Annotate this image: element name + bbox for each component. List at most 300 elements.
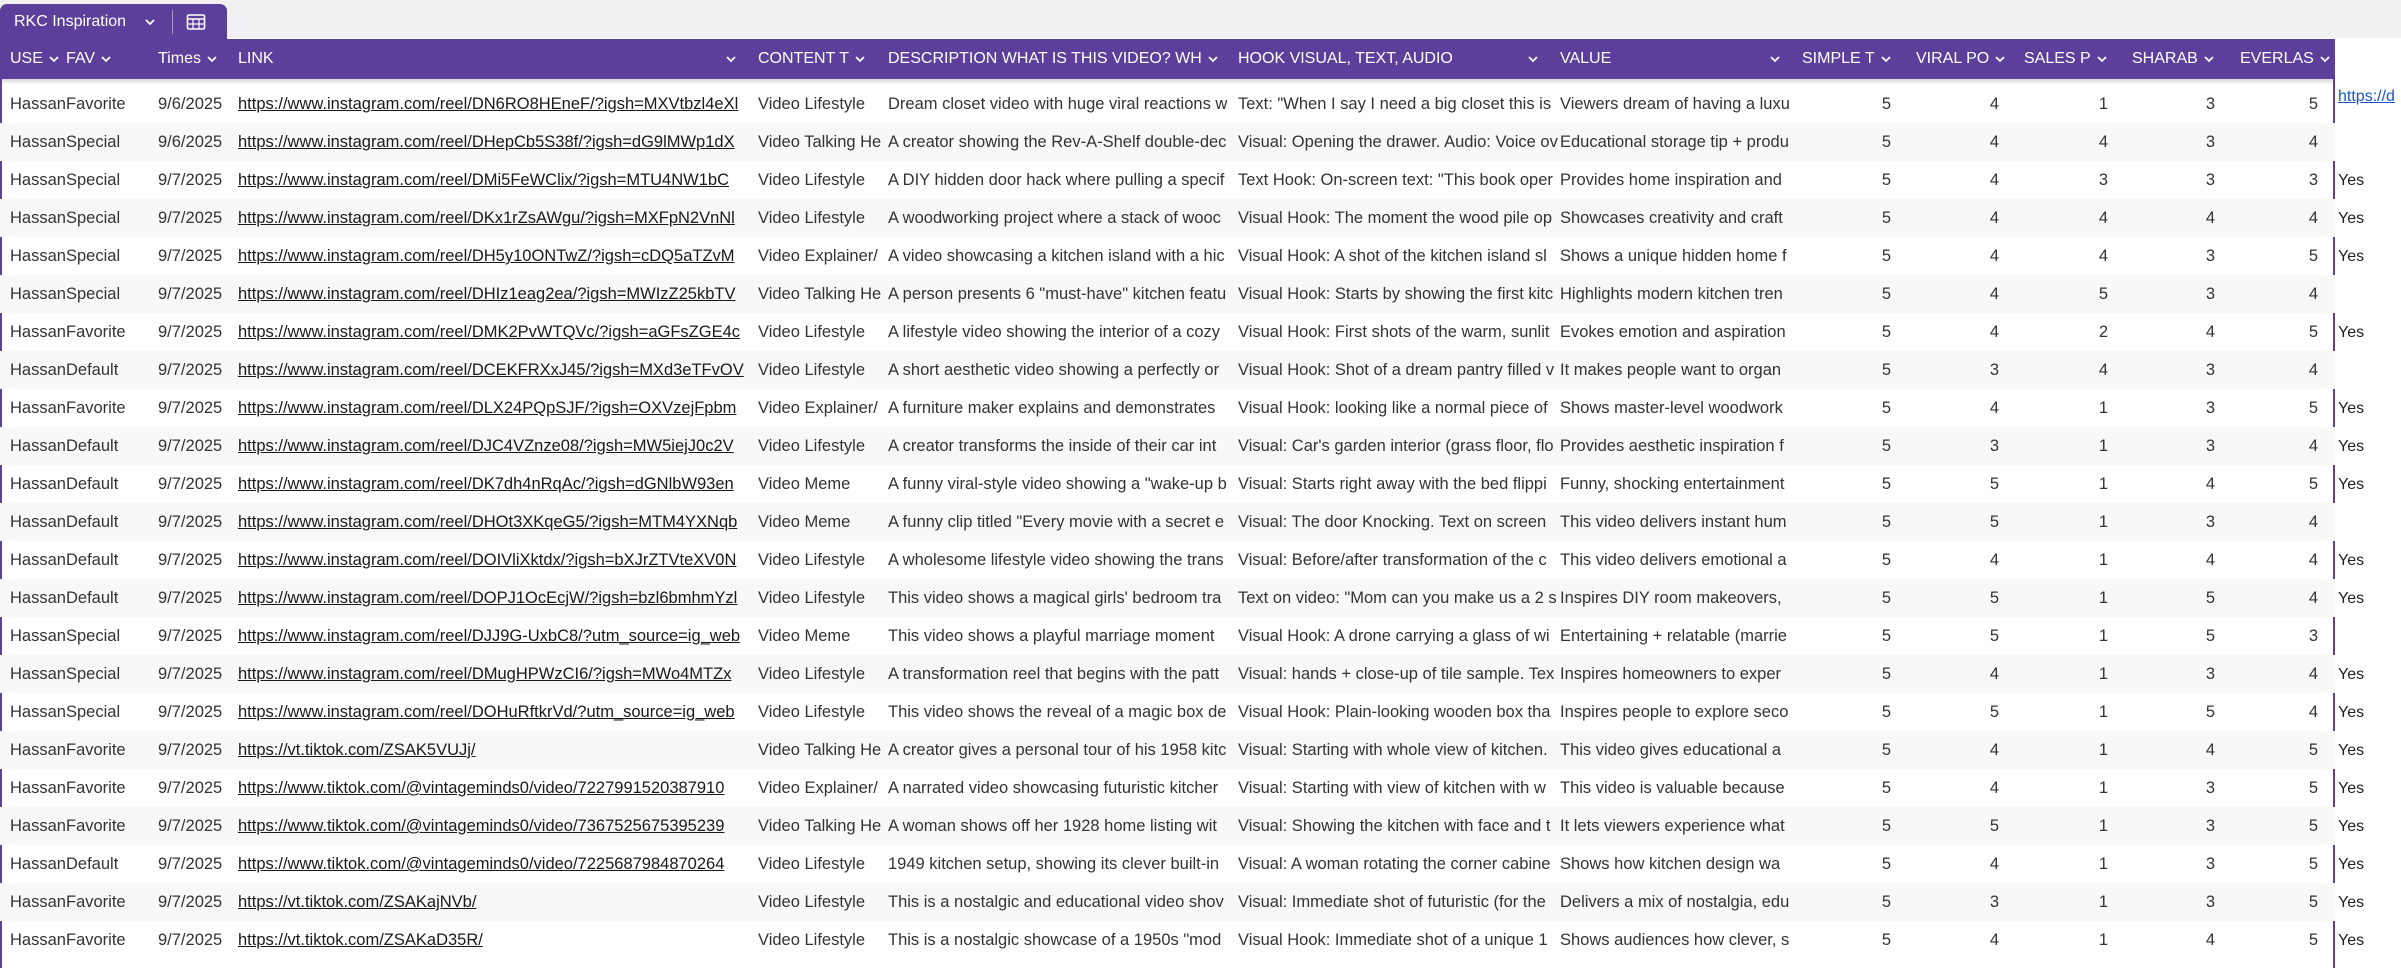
column-header-sales-potential[interactable] [2014, 39, 2122, 79]
cell-value[interactable]: It lets viewers experience what [1560, 817, 1785, 835]
overflow-cell-yes[interactable]: Yes [2338, 324, 2365, 341]
cell-viral-potential[interactable]: 4 [1989, 665, 1999, 683]
table-row[interactable] [0, 731, 2365, 769]
cell-user[interactable]: Hassan [10, 513, 66, 531]
cell-everlasting[interactable]: 5 [2308, 95, 2318, 113]
cell-sales-potential[interactable]: 1 [2098, 627, 2108, 645]
cell-user[interactable]: Hassan [10, 247, 66, 265]
cell-fav[interactable]: Favorite [66, 893, 126, 911]
cell-link[interactable]: https://www.instagram.com/reel/DH5y10ONTwZ/?igsh=cDQ5aTZvM [238, 247, 735, 265]
cell-everlasting[interactable]: 4 [2308, 133, 2318, 151]
cell-content-type[interactable]: Video Lifestyle [758, 323, 866, 341]
cell-user[interactable]: Hassan [10, 703, 66, 721]
cell-sharability[interactable]: 3 [2205, 893, 2215, 911]
cell-description[interactable]: A lifestyle video showing the interior of a cozy [888, 323, 1221, 341]
cell-simple[interactable]: 5 [1881, 703, 1891, 721]
cell-content-type[interactable]: Video Lifestyle [758, 665, 866, 683]
cell-description[interactable]: A furniture maker explains and demonstrates [888, 399, 1216, 417]
cell-everlasting[interactable]: 5 [2308, 741, 2318, 759]
overflow-cell-yes[interactable]: Yes [2338, 590, 2365, 607]
cell-user[interactable]: Hassan [10, 817, 66, 835]
cell-content-type[interactable]: Video Talking He [758, 741, 882, 759]
cell-sharability[interactable]: 3 [2205, 133, 2215, 151]
cell-content-type[interactable]: Video Lifestyle [758, 209, 866, 227]
cell-sharability[interactable]: 4 [2205, 551, 2215, 569]
chevron-down-icon[interactable] [1879, 52, 1893, 66]
cell-user[interactable]: Hassan [10, 323, 66, 341]
cell-viral-potential[interactable]: 3 [1989, 361, 1999, 379]
cell-fav[interactable]: Favorite [66, 931, 126, 949]
cell-link[interactable]: https://www.instagram.com/reel/DN6RO8HEneF/?igsh=MXVtbzl4eXl [238, 95, 739, 113]
cell-sales-potential[interactable]: 1 [2098, 437, 2108, 455]
cell-timestamp[interactable]: 9/7/2025 [158, 627, 223, 645]
cell-timestamp[interactable]: 9/7/2025 [158, 855, 223, 873]
cell-viral-potential[interactable]: 4 [1989, 209, 1999, 227]
cell-value[interactable]: This video is valuable because [1560, 779, 1785, 797]
cell-value[interactable]: Inspires DIY room makeovers, [1560, 589, 1782, 607]
overflow-cell-yes[interactable]: Yes [2338, 780, 2365, 797]
overflow-cell-yes[interactable]: Yes [2338, 704, 2365, 721]
cell-timestamp[interactable]: 9/7/2025 [158, 589, 223, 607]
table-row[interactable] [0, 541, 2365, 579]
cell-value[interactable]: Delivers a mix of nostalgia, edu [1560, 893, 1790, 911]
cell-sales-potential[interactable]: 4 [2098, 247, 2108, 265]
cell-everlasting[interactable]: 3 [2308, 171, 2318, 189]
cell-simple[interactable]: 5 [1881, 513, 1891, 531]
cell-simple[interactable]: 5 [1881, 361, 1891, 379]
cell-content-type[interactable]: Video Talking He [758, 133, 882, 151]
cell-user[interactable]: Hassan [10, 665, 66, 683]
cell-timestamp[interactable]: 9/6/2025 [158, 95, 223, 113]
cell-user[interactable]: Hassan [10, 209, 66, 227]
cell-hook[interactable]: Visual: Starting with whole view of kitchen. [1238, 741, 1548, 759]
cell-hook[interactable]: Visual Hook: Plain-looking wooden box tha [1238, 703, 1551, 721]
cell-timestamp[interactable]: 9/7/2025 [158, 665, 223, 683]
cell-user[interactable]: Hassan [10, 931, 66, 949]
cell-hook[interactable]: Visual: The door Knocking. Text on screen [1238, 513, 1547, 531]
column-header-content-type[interactable] [748, 39, 878, 79]
cell-description[interactable]: A person presents 6 "must-have" kitchen featu [888, 285, 1227, 303]
overflow-cell-yes[interactable]: Yes [2338, 932, 2365, 949]
cell-hook[interactable]: Visual: Opening the drawer. Audio: Voice ov [1238, 133, 1558, 151]
cell-value[interactable]: Shows master-level woodwork [1560, 399, 1783, 417]
cell-timestamp[interactable]: 9/7/2025 [158, 361, 223, 379]
overflow-cell-yes[interactable]: Yes [2338, 894, 2365, 911]
table-row[interactable] [0, 427, 2365, 465]
cell-user[interactable]: Hassan [10, 437, 66, 455]
cell-fav[interactable]: Default [66, 589, 119, 607]
cell-value[interactable]: Viewers dream of having a luxu [1560, 95, 1790, 113]
cell-user[interactable]: Hassan [10, 855, 66, 873]
cell-everlasting[interactable]: 5 [2308, 817, 2318, 835]
cell-fav[interactable]: Default [66, 437, 119, 455]
cell-sharability[interactable]: 3 [2205, 513, 2215, 531]
cell-hook[interactable]: Visual Hook: Starts by showing the first kitc [1238, 285, 1554, 303]
cell-sharability[interactable]: 3 [2205, 171, 2215, 189]
cell-viral-potential[interactable]: 4 [1989, 399, 1999, 417]
chevron-down-icon[interactable] [2095, 52, 2109, 66]
cell-content-type[interactable]: Video Lifestyle [758, 361, 866, 379]
cell-hook[interactable]: Visual Hook: A shot of the kitchen island sl [1238, 247, 1547, 265]
cell-content-type[interactable]: Video Lifestyle [758, 703, 866, 721]
overflow-cell-yes[interactable]: Yes [2338, 666, 2365, 683]
cell-value[interactable]: Provides home inspiration and [1560, 171, 1782, 189]
cell-sales-potential[interactable]: 3 [2098, 171, 2108, 189]
column-header-viral-potential[interactable] [1906, 39, 2014, 79]
chevron-down-icon[interactable] [140, 12, 160, 32]
cell-viral-potential[interactable]: 4 [1989, 95, 1999, 113]
cell-everlasting[interactable]: 4 [2308, 703, 2318, 721]
cell-viral-potential[interactable]: 5 [1989, 475, 1999, 493]
chevron-down-icon[interactable] [724, 52, 738, 66]
cell-simple[interactable]: 5 [1881, 817, 1891, 835]
cell-hook[interactable]: Visual Hook: Shot of a dream pantry filled v [1238, 361, 1555, 379]
cell-viral-potential[interactable]: 3 [1989, 437, 1999, 455]
cell-link[interactable]: https://vt.tiktok.com/ZSAK5VUJj/ [238, 741, 476, 759]
cell-fav[interactable]: Default [66, 361, 119, 379]
cell-everlasting[interactable]: 5 [2308, 475, 2318, 493]
chevron-down-icon[interactable] [99, 52, 113, 66]
table-row[interactable] [0, 693, 2365, 731]
cell-description[interactable]: This video shows a playful marriage moment [888, 627, 1215, 645]
cell-everlasting[interactable]: 5 [2308, 323, 2318, 341]
cell-timestamp[interactable]: 9/7/2025 [158, 209, 223, 227]
cell-everlasting[interactable]: 5 [2308, 779, 2318, 797]
cell-sales-potential[interactable]: 1 [2098, 399, 2108, 417]
cell-sales-potential[interactable]: 5 [2098, 285, 2108, 303]
cell-sharability[interactable]: 5 [2205, 627, 2215, 645]
cell-link[interactable]: https://www.instagram.com/reel/DOIVliXktdx/?igsh=bXJrZTVteXV0N [238, 551, 737, 569]
cell-sales-potential[interactable]: 1 [2098, 817, 2108, 835]
cell-sharability[interactable]: 4 [2205, 323, 2215, 341]
cell-description[interactable]: A creator transforms the inside of their car int [888, 437, 1217, 455]
chevron-down-icon[interactable] [2318, 52, 2332, 66]
cell-viral-potential[interactable]: 4 [1989, 551, 1999, 569]
cell-hook[interactable]: Text on video: "Mom can you make us a 2 s [1238, 589, 1557, 607]
cell-link[interactable]: https://www.instagram.com/reel/DHepCb5S38f/?igsh=dG9lMWp1dX [238, 133, 735, 151]
cell-description[interactable]: Dream closet video with huge viral reactions w [888, 95, 1228, 113]
cell-sharability[interactable]: 3 [2205, 399, 2215, 417]
cell-sharability[interactable]: 3 [2205, 779, 2215, 797]
cell-sales-potential[interactable]: 4 [2098, 361, 2108, 379]
cell-hook[interactable]: Visual: Starts right away with the bed flippi [1238, 475, 1547, 493]
cell-user[interactable]: Hassan [10, 551, 66, 569]
cell-simple[interactable]: 5 [1881, 323, 1891, 341]
cell-description[interactable]: A DIY hidden door hack where pulling a specif [888, 171, 1225, 189]
table-row[interactable] [0, 655, 2365, 693]
cell-fav[interactable]: Favorite [66, 95, 126, 113]
column-header-link[interactable] [228, 39, 748, 79]
cell-content-type[interactable]: Video Lifestyle [758, 931, 866, 949]
cell-user[interactable]: Hassan [10, 171, 66, 189]
cell-user[interactable]: Hassan [10, 285, 66, 303]
cell-fav[interactable]: Special [66, 665, 121, 683]
cell-timestamp[interactable]: 9/7/2025 [158, 931, 223, 949]
table-row[interactable] [0, 617, 2335, 655]
cell-description[interactable]: This is a nostalgic and educational video shov [888, 893, 1224, 911]
cell-hook[interactable]: Visual Hook: A drone carrying a glass of wi [1238, 627, 1550, 645]
cell-user[interactable]: Hassan [10, 475, 66, 493]
cell-sales-potential[interactable]: 1 [2098, 931, 2108, 949]
column-header-sharability[interactable] [2122, 39, 2230, 79]
cell-sharability[interactable]: 4 [2205, 475, 2215, 493]
cell-simple[interactable]: 5 [1881, 285, 1891, 303]
cell-timestamp[interactable]: 9/7/2025 [158, 779, 223, 797]
cell-sharability[interactable]: 3 [2205, 247, 2215, 265]
overflow-cell-yes[interactable]: Yes [2338, 742, 2365, 759]
table-row[interactable] [0, 275, 2335, 313]
cell-description[interactable]: A short aesthetic video showing a perfectly or [888, 361, 1220, 379]
table-row[interactable] [0, 389, 2365, 427]
cell-sales-potential[interactable]: 1 [2098, 855, 2108, 873]
cell-timestamp[interactable]: 9/7/2025 [158, 437, 223, 455]
cell-timestamp[interactable]: 9/7/2025 [158, 893, 223, 911]
cell-viral-potential[interactable]: 4 [1989, 741, 1999, 759]
table-row[interactable] [0, 123, 2335, 161]
column-header-fav[interactable] [56, 39, 148, 79]
cell-hook[interactable]: Visual: Immediate shot of futuristic (for the [1238, 893, 1546, 911]
cell-link[interactable]: https://www.instagram.com/reel/DK7dh4nRqAc/?igsh=dGNlbW93en [238, 475, 734, 493]
table-row[interactable] [0, 313, 2365, 351]
cell-content-type[interactable]: Video Explainer/ [758, 247, 878, 265]
cell-fav[interactable]: Favorite [66, 323, 126, 341]
chevron-down-icon[interactable] [853, 52, 867, 66]
calendar-grid-icon[interactable] [183, 10, 209, 34]
cell-content-type[interactable]: Video Explainer/ [758, 399, 878, 417]
cell-hook[interactable]: Text Hook: On-screen text: "This book oper [1238, 171, 1553, 189]
overflow-cell-link[interactable]: https://d [2338, 88, 2395, 105]
cell-link[interactable]: https://www.instagram.com/reel/DKx1rZsAWgu/?igsh=MXFpN2VnNl [238, 209, 735, 227]
cell-fav[interactable]: Default [66, 855, 119, 873]
cell-fav[interactable]: Default [66, 513, 119, 531]
cell-simple[interactable]: 5 [1881, 133, 1891, 151]
cell-simple[interactable]: 5 [1881, 589, 1891, 607]
column-header-simple[interactable] [1792, 39, 1906, 79]
cell-content-type[interactable]: Video Lifestyle [758, 171, 866, 189]
cell-link[interactable]: https://vt.tiktok.com/ZSAKajNVb/ [238, 893, 477, 911]
cell-hook[interactable]: Visual: hands + close-up of tile sample. Tex [1238, 665, 1555, 683]
cell-everlasting[interactable]: 4 [2308, 589, 2318, 607]
table-row[interactable] [0, 807, 2365, 845]
cell-sharability[interactable]: 3 [2205, 285, 2215, 303]
cell-fav[interactable]: Special [66, 247, 121, 265]
cell-viral-potential[interactable]: 4 [1989, 133, 1999, 151]
cell-sales-potential[interactable]: 1 [2098, 475, 2108, 493]
cell-user[interactable]: Hassan [10, 133, 66, 151]
cell-description[interactable]: A funny clip titled "Every movie with a secret e [888, 513, 1225, 531]
cell-sales-potential[interactable]: 4 [2098, 209, 2108, 227]
cell-sharability[interactable]: 5 [2205, 589, 2215, 607]
cell-sales-potential[interactable]: 1 [2098, 893, 2108, 911]
cell-value[interactable]: It makes people want to organ [1560, 361, 1782, 379]
cell-viral-potential[interactable]: 5 [1989, 817, 1999, 835]
cell-fav[interactable]: Favorite [66, 779, 126, 797]
cell-hook[interactable]: Visual: Showing the kitchen with face and t [1238, 817, 1551, 835]
cell-sharability[interactable]: 4 [2205, 931, 2215, 949]
cell-user[interactable]: Hassan [10, 361, 66, 379]
cell-value[interactable]: Inspires homeowners to exper [1560, 665, 1782, 683]
cell-link[interactable]: https://www.instagram.com/reel/DHIz1eag2ea/?igsh=MWIzZ25kbTV [238, 285, 736, 303]
table-row[interactable] [0, 351, 2335, 389]
cell-link[interactable]: https://www.instagram.com/reel/DOHuRftkrVd/?utm_source=ig_web [238, 703, 735, 721]
chevron-down-icon[interactable] [1993, 52, 2007, 66]
chevron-down-icon[interactable] [1206, 52, 1220, 66]
cell-fav[interactable]: Special [66, 627, 121, 645]
cell-fav[interactable]: Special [66, 703, 121, 721]
cell-hook[interactable]: Visual: Starting with view of kitchen with w [1238, 779, 1546, 797]
cell-value[interactable]: Provides aesthetic inspiration f [1560, 437, 1784, 455]
table-row[interactable] [0, 161, 2365, 199]
cell-everlasting[interactable]: 5 [2308, 855, 2318, 873]
cell-sharability[interactable]: 3 [2205, 437, 2215, 455]
cell-description[interactable]: A woman shows off her 1928 home listing wit [888, 817, 1217, 835]
overflow-cell-yes[interactable]: Yes [2338, 818, 2365, 835]
cell-sales-potential[interactable]: 2 [2098, 323, 2108, 341]
cell-sharability[interactable]: 3 [2205, 855, 2215, 873]
cell-everlasting[interactable]: 5 [2308, 247, 2318, 265]
cell-fav[interactable]: Default [66, 551, 119, 569]
cell-content-type[interactable]: Video Meme [758, 513, 851, 531]
cell-user[interactable]: Hassan [10, 779, 66, 797]
cell-link[interactable]: https://www.instagram.com/reel/DOPJ1OcEcjW/?igsh=bzl6bmhmYzl [238, 589, 738, 607]
cell-content-type[interactable]: Video Lifestyle [758, 589, 866, 607]
cell-link[interactable]: https://www.instagram.com/reel/DMugHPWzCI6/?igsh=MWo4MTZx [238, 665, 732, 683]
cell-sharability[interactable]: 4 [2205, 209, 2215, 227]
table-row[interactable] [0, 845, 2365, 883]
cell-fav[interactable]: Favorite [66, 399, 126, 417]
cell-description[interactable]: 1949 kitchen setup, showing its clever built-in [888, 855, 1220, 873]
cell-link[interactable]: https://www.tiktok.com/@vintageminds0/video/7225687984870264 [238, 855, 725, 873]
cell-user[interactable]: Hassan [10, 589, 66, 607]
cell-user[interactable]: Hassan [10, 893, 66, 911]
chevron-down-icon[interactable] [2202, 52, 2216, 66]
cell-content-type[interactable]: Video Talking He [758, 817, 882, 835]
cell-value[interactable]: Highlights modern kitchen tren [1560, 285, 1783, 303]
cell-description[interactable]: A wholesome lifestyle video showing the trans [888, 551, 1224, 569]
cell-everlasting[interactable]: 4 [2308, 437, 2318, 455]
cell-everlasting[interactable]: 4 [2308, 513, 2318, 531]
cell-simple[interactable]: 5 [1881, 209, 1891, 227]
table-row[interactable] [0, 503, 2335, 541]
cell-fav[interactable]: Favorite [66, 817, 126, 835]
chevron-down-icon[interactable] [205, 52, 219, 66]
cell-hook[interactable]: Visual Hook: The moment the wood pile op [1238, 209, 1552, 227]
cell-simple[interactable]: 5 [1881, 779, 1891, 797]
cell-description[interactable]: A creator showing the Rev-A-Shelf double-dec [888, 133, 1227, 151]
cell-sharability[interactable]: 3 [2205, 361, 2215, 379]
cell-content-type[interactable]: Video Meme [758, 475, 851, 493]
cell-timestamp[interactable]: 9/7/2025 [158, 703, 223, 721]
cell-description[interactable]: This is a nostalgic showcase of a 1950s "mod [888, 931, 1222, 949]
cell-sales-potential[interactable]: 1 [2098, 779, 2108, 797]
cell-sales-potential[interactable]: 1 [2098, 95, 2108, 113]
cell-value[interactable]: Shows audiences how clever, s [1560, 931, 1790, 949]
column-header-value[interactable] [1550, 39, 1792, 79]
cell-link[interactable]: https://www.instagram.com/reel/DLX24PQpSJF/?igsh=OXVzejFpbm [238, 399, 737, 417]
cell-everlasting[interactable]: 5 [2308, 931, 2318, 949]
cell-value[interactable]: This video delivers emotional a [1560, 551, 1787, 569]
cell-simple[interactable]: 5 [1881, 437, 1891, 455]
cell-viral-potential[interactable]: 5 [1989, 589, 1999, 607]
cell-description[interactable]: A narrated video showcasing futuristic kitcher [888, 779, 1219, 797]
cell-viral-potential[interactable]: 5 [1989, 513, 1999, 531]
table-tab-name[interactable]: RKC Inspiration [14, 12, 127, 30]
cell-simple[interactable]: 5 [1881, 551, 1891, 569]
column-header-everlasting[interactable] [2230, 39, 2335, 79]
cell-viral-potential[interactable]: 5 [1989, 703, 1999, 721]
cell-content-type[interactable]: Video Explainer/ [758, 779, 878, 797]
cell-content-type[interactable]: Video Lifestyle [758, 437, 866, 455]
cell-description[interactable]: A creator gives a personal tour of his 1958 kitc [888, 741, 1227, 759]
table-tab-rkc-inspiration[interactable] [0, 4, 227, 39]
cell-hook[interactable]: Visual: Car's garden interior (grass floor, flo [1238, 437, 1554, 455]
cell-viral-potential[interactable]: 4 [1989, 855, 1999, 873]
cell-value[interactable]: Evokes emotion and aspiration [1560, 323, 1786, 341]
cell-timestamp[interactable]: 9/7/2025 [158, 285, 223, 303]
cell-sales-potential[interactable]: 1 [2098, 551, 2108, 569]
cell-link[interactable]: https://www.tiktok.com/@vintageminds0/video/7227991520387910 [238, 779, 725, 797]
table-row[interactable] [0, 199, 2365, 237]
cell-description[interactable]: A funny viral-style video showing a "wake-up b [888, 475, 1227, 493]
cell-timestamp[interactable]: 9/6/2025 [158, 133, 223, 151]
cell-sales-potential[interactable]: 1 [2098, 665, 2108, 683]
cell-content-type[interactable]: Video Lifestyle [758, 855, 866, 873]
cell-simple[interactable]: 5 [1881, 171, 1891, 189]
cell-timestamp[interactable]: 9/7/2025 [158, 247, 223, 265]
cell-simple[interactable]: 5 [1881, 627, 1891, 645]
cell-sales-potential[interactable]: 1 [2098, 703, 2108, 721]
cell-everlasting[interactable]: 4 [2308, 361, 2318, 379]
cell-viral-potential[interactable]: 4 [1989, 779, 1999, 797]
cell-content-type[interactable]: Video Lifestyle [758, 893, 866, 911]
cell-timestamp[interactable]: 9/7/2025 [158, 551, 223, 569]
cell-link[interactable]: https://www.instagram.com/reel/DJJ9G-UxbC8/?utm_source=ig_web [238, 627, 741, 645]
overflow-cell-yes[interactable]: Yes [2338, 248, 2365, 265]
table-row[interactable] [0, 883, 2365, 921]
cell-description[interactable]: A video showcasing a kitchen island with a hic [888, 247, 1225, 265]
cell-value[interactable]: Shows how kitchen design wa [1560, 855, 1781, 873]
cell-description[interactable]: This video shows a magical girls' bedroom tra [888, 589, 1222, 607]
cell-link[interactable]: https://vt.tiktok.com/ZSAKaD35R/ [238, 931, 483, 949]
cell-content-type[interactable]: Video Talking He [758, 285, 882, 303]
cell-fav[interactable]: Special [66, 285, 121, 303]
overflow-cell-yes[interactable]: Yes [2338, 400, 2365, 417]
cell-everlasting[interactable]: 4 [2308, 665, 2318, 683]
cell-viral-potential[interactable]: 4 [1989, 171, 1999, 189]
cell-value[interactable]: Inspires people to explore seco [1560, 703, 1789, 721]
cell-fav[interactable]: Special [66, 209, 121, 227]
cell-timestamp[interactable]: 9/7/2025 [158, 513, 223, 531]
cell-timestamp[interactable]: 9/7/2025 [158, 475, 223, 493]
cell-fav[interactable]: Favorite [66, 741, 126, 759]
cell-timestamp[interactable]: 9/7/2025 [158, 323, 223, 341]
cell-everlasting[interactable]: 4 [2308, 285, 2318, 303]
table-row[interactable] [0, 237, 2365, 275]
cell-link[interactable]: https://www.instagram.com/reel/DMi5FeWClix/?igsh=MTU4NW1bC [238, 171, 729, 189]
cell-hook[interactable]: Visual Hook: First shots of the warm, sunlit [1238, 323, 1550, 341]
cell-user[interactable]: Hassan [10, 399, 66, 417]
cell-fav[interactable]: Special [66, 171, 121, 189]
cell-fav[interactable]: Special [66, 133, 121, 151]
cell-sharability[interactable]: 5 [2205, 703, 2215, 721]
cell-value[interactable]: This video delivers instant hum [1560, 513, 1787, 531]
cell-everlasting[interactable]: 5 [2308, 893, 2318, 911]
cell-timestamp[interactable]: 9/7/2025 [158, 817, 223, 835]
table-row[interactable] [0, 85, 2395, 123]
cell-simple[interactable]: 5 [1881, 95, 1891, 113]
cell-viral-potential[interactable]: 4 [1989, 285, 1999, 303]
cell-hook[interactable]: Visual: A woman rotating the corner cabine [1238, 855, 1551, 873]
